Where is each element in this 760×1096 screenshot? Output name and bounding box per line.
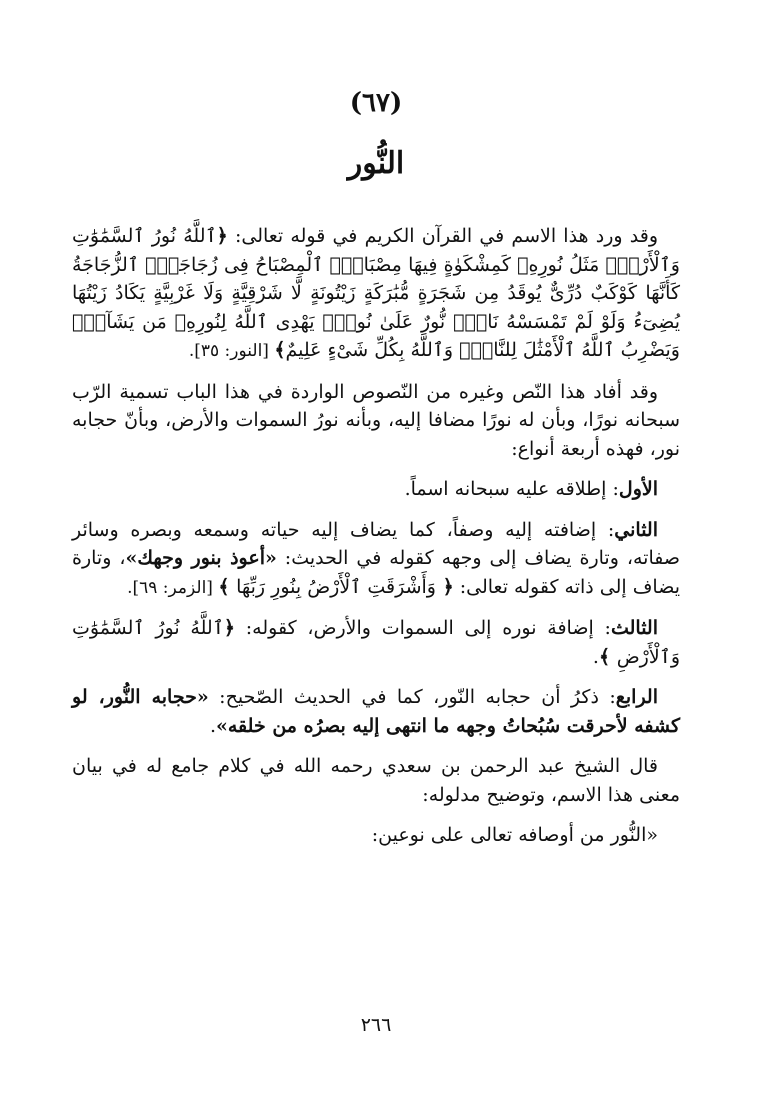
fourth-type-label: الرابع [615,686,658,708]
third-type-label: الثالث [610,617,658,639]
paragraph-second-type [72,516,680,603]
third-type-end: . [592,645,599,668]
paragraph-fourth-type [72,683,680,740]
quran-verse-an-nur-35: ٱللَّهُ نُورُ ٱلسَّمَٰوَٰتِ وَٱلْأَرْضِۚ مَثَلُ نُورِهِۦ كَمِشْكَوٰةٍ فِيهَا مِصْبَاحٌۖ ٱلْمِصْبَاحُ فِى زُجَاجَةٍۖ ٱلزُّجَاجَةُ كَأَنَّهَا كَوْكَبٌ دُرِّىٌّ يُوقَدُ مِن شَجَرَةٍ مُّبَٰرَكَةٍ زَيْتُونَةٍ لَّا شَرْقِيَّةٍ وَلَا غَرْبِيَّةٍ يَكَادُ زَيْتُهَا يُضِىٓءُ وَلَوْ لَمْ تَمْسَسْهُ نَارٌۚ نُّورٌ عَلَىٰ نُورٍۗ يَهْدِى ٱللَّهُ لِنُورِهِۦ مَن يَشَآءُۚ وَيَضْرِبُ ٱللَّهُ ٱلْأَمْثَٰلَ لِلنَّاسِۗ وَٱللَّهُ بِكُلِّ شَىْءٍ عَلِيمٌ [72,225,680,361]
paragraph-2: وقد أفاد هذا النّص وغيره من النّصوص الواردة في هذا الباب تسمية الرّب سبحانه نورًا، وبأن له نورًا مضافا إليه، وبأنه نورُ السموات والأرض، وبأنّ حجابه نور، فهذه أربعة أنواع: [72,380,680,460]
page [72,0,680,1096]
paragraph-ibn-saadi: قال الشيخ عبد الرحمن بن سعدي رحمه الله في كلام جامع له في بيان معنى هذا الاسم، وتوضيح مدلوله: [72,755,680,806]
fourth-type-text: : ذكرُ أن حجابه النّور، كما في الحديث الصّحيح: [208,686,616,708]
paragraph-quote-start: «النُّور من أوصافه تعالى على نوعين: [371,824,658,846]
quran-open-bracket: ﴿ [216,225,228,247]
chapter-title: النُّور [347,146,405,181]
quran-close-bracket: ﴾ [218,575,237,598]
quran-open-bracket: ﴿ [435,575,454,598]
body-text [72,222,680,862]
second-type-text: : إضافته إليه وصفاً، كما يضاف إليه حياته وسمعه وبصره وسائر صفاته، وتارة يضاف إلى وجهه كقوله في الحديث: [72,518,680,569]
paragraph-third-type [72,614,680,671]
quran-verse-short: ٱللَّهُ نُورُ ٱلسَّمَٰوَٰتِ وَٱلْأَرْضِ [72,617,680,668]
first-type-text: : إطلاقه عليه سبحانه اسماً. [404,478,619,500]
verse-reference: [النور: ٣٥]. [188,341,275,361]
second-type-label: الثاني [614,518,658,541]
chapter-number: (٦٧) [349,88,403,118]
third-type-text: : إضافة نوره إلى السموات والأرض، كقوله: [234,617,611,639]
fourth-type-end: . [209,714,216,737]
quran-close-bracket: ﴾ [274,339,286,361]
paragraph-1-intro: وقد ورد هذا الاسم في القرآن الكريم في قوله تعالى: [227,225,658,247]
quran-close-bracket: ﴾ [598,645,617,668]
paragraph-first-type [72,475,680,504]
hadith-quote: «أعوذ بنور وجهك» [125,547,277,569]
hadith-quote: «حجابه النُّور، لو كشفه لأحرقت سُبُحاتُ وجهه ما انتهى إليه بصرُه من خلقه» [72,686,680,737]
paragraph-1 [72,222,680,366]
second-type-text-2: ، وتارة يضاف إلى ذاته كقوله تعالى: [72,547,680,598]
verse-reference: [الزمر: ٦٩]. [127,577,219,598]
quran-verse-az-zumar-69: وَأَشْرَقَتِ ٱلْأَرْضُ بِنُورِ رَبِّهَا [236,575,436,598]
quran-open-bracket: ﴿ [223,617,235,639]
first-type-label: الأول [618,478,658,500]
page-number: ٢٦٦ [360,1014,392,1036]
